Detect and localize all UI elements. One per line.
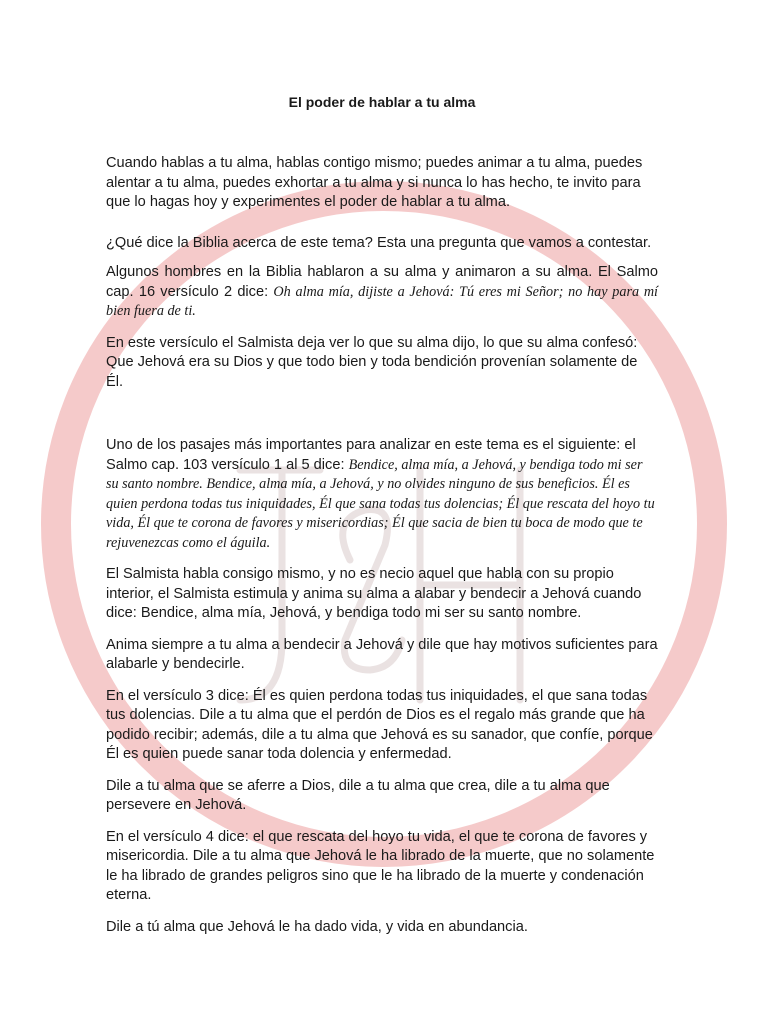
paragraph-psalm-103-text: Uno de los pasajes más importantes para analizar en este tema es el siguiente: el Salmo cap. 103 versículo 1 al 5 dice: <box>106 437 636 473</box>
paragraph-psalm-103 <box>106 436 658 553</box>
document-page <box>106 94 658 937</box>
paragraph-confession: En este versículo el Salmista deja ver lo que su alma dijo, lo que su alma confesó: Que Jehová era su Dios y que todo bien y toda bendición provenían solamente de Él. <box>106 334 638 390</box>
paragraph-question: ¿Qué dice la Biblia acerca de este tema? Esta una pregunta que vamos a contestar. <box>106 234 652 251</box>
paragraph-psalm-16 <box>106 263 658 322</box>
paragraph-psalm-16-text: Algunos hombres en la Biblia hablaron a su alma y animaron a su alma. El Salmo cap. 16 versículo 2 dice: <box>106 264 658 300</box>
psalm-103-quote: Bendice, alma mía, a Jehová, y bendiga todo mi ser su santo nombre. Bendice, alma mía, a Jehová, y no olvides ninguno de sus beneficios. Él es quien perdona todas tus iniquidades, Él que sana todas tus dolencias; Él que rescata del hoyo tu vida, Él que te corona de favores y misericordias; Él que sacia de bien tu boca de modo que te rejuvenezcas como el águila. <box>106 456 655 551</box>
paragraph-aferre: Dile a tu alma que se aferre a Dios, dile a tu alma que crea, dile a tu alma que persevere en Jehová. <box>106 777 610 813</box>
psalm-16-quote: Oh alma mía, dijiste a Jehová: Tú eres mi Señor; no hay para mí bien fuera de ti. <box>106 283 659 319</box>
document-title: El poder de hablar a tu alma <box>288 94 476 110</box>
paragraph-vida: Dile a tú alma que Jehová le ha dado vida, y vida en abundancia. <box>106 918 528 935</box>
paragraph-intro: Cuando hablas a tu alma, hablas contigo mismo; puedes animar a tu alma, puedes alentar a tu alma, puedes exhortar a tu alma y si nunca lo has hecho, te invito para que lo hagas hoy y experimentes el poder de hablar a tu alma. <box>106 155 643 210</box>
paragraph-versiculo-4: En el versículo 4 dice: el que rescata del hoyo tu vida, el que te corona de favores y misericordia. Dile a tu alma que Jehová le ha librado de la muerte, que no solamente le ha librado de grandes peligros sino que le ha librado de la muerte y condenación eterna. <box>106 828 655 903</box>
paragraph-salmista: El Salmista habla consigo mismo, y no es necio aquel que habla con su propio interior, el Salmista estimula y anima su alma a alabar y bendecir a Jehová cuando dice: Bendice, alma mía, Jehová, y bendiga todo mi ser su santo nombre. <box>106 566 642 621</box>
paragraph-anima: Anima siempre a tu alma a bendecir a Jehová y dile que hay motivos suficientes para alabarle y bendecirle. <box>106 636 658 672</box>
paragraph-versiculo-3: En el versículo 3 dice: Él es quien perdona todas tus iniquidades, el que sana todas tus dolencias. Dile a tu alma que el perdón de Dios es el regalo más grande que ha podido recibir; además, dile a tu alma que Jehová es su sanador, que confíe, porque Él es quien puede sanar toda dolencia y enfermedad. <box>106 687 653 762</box>
